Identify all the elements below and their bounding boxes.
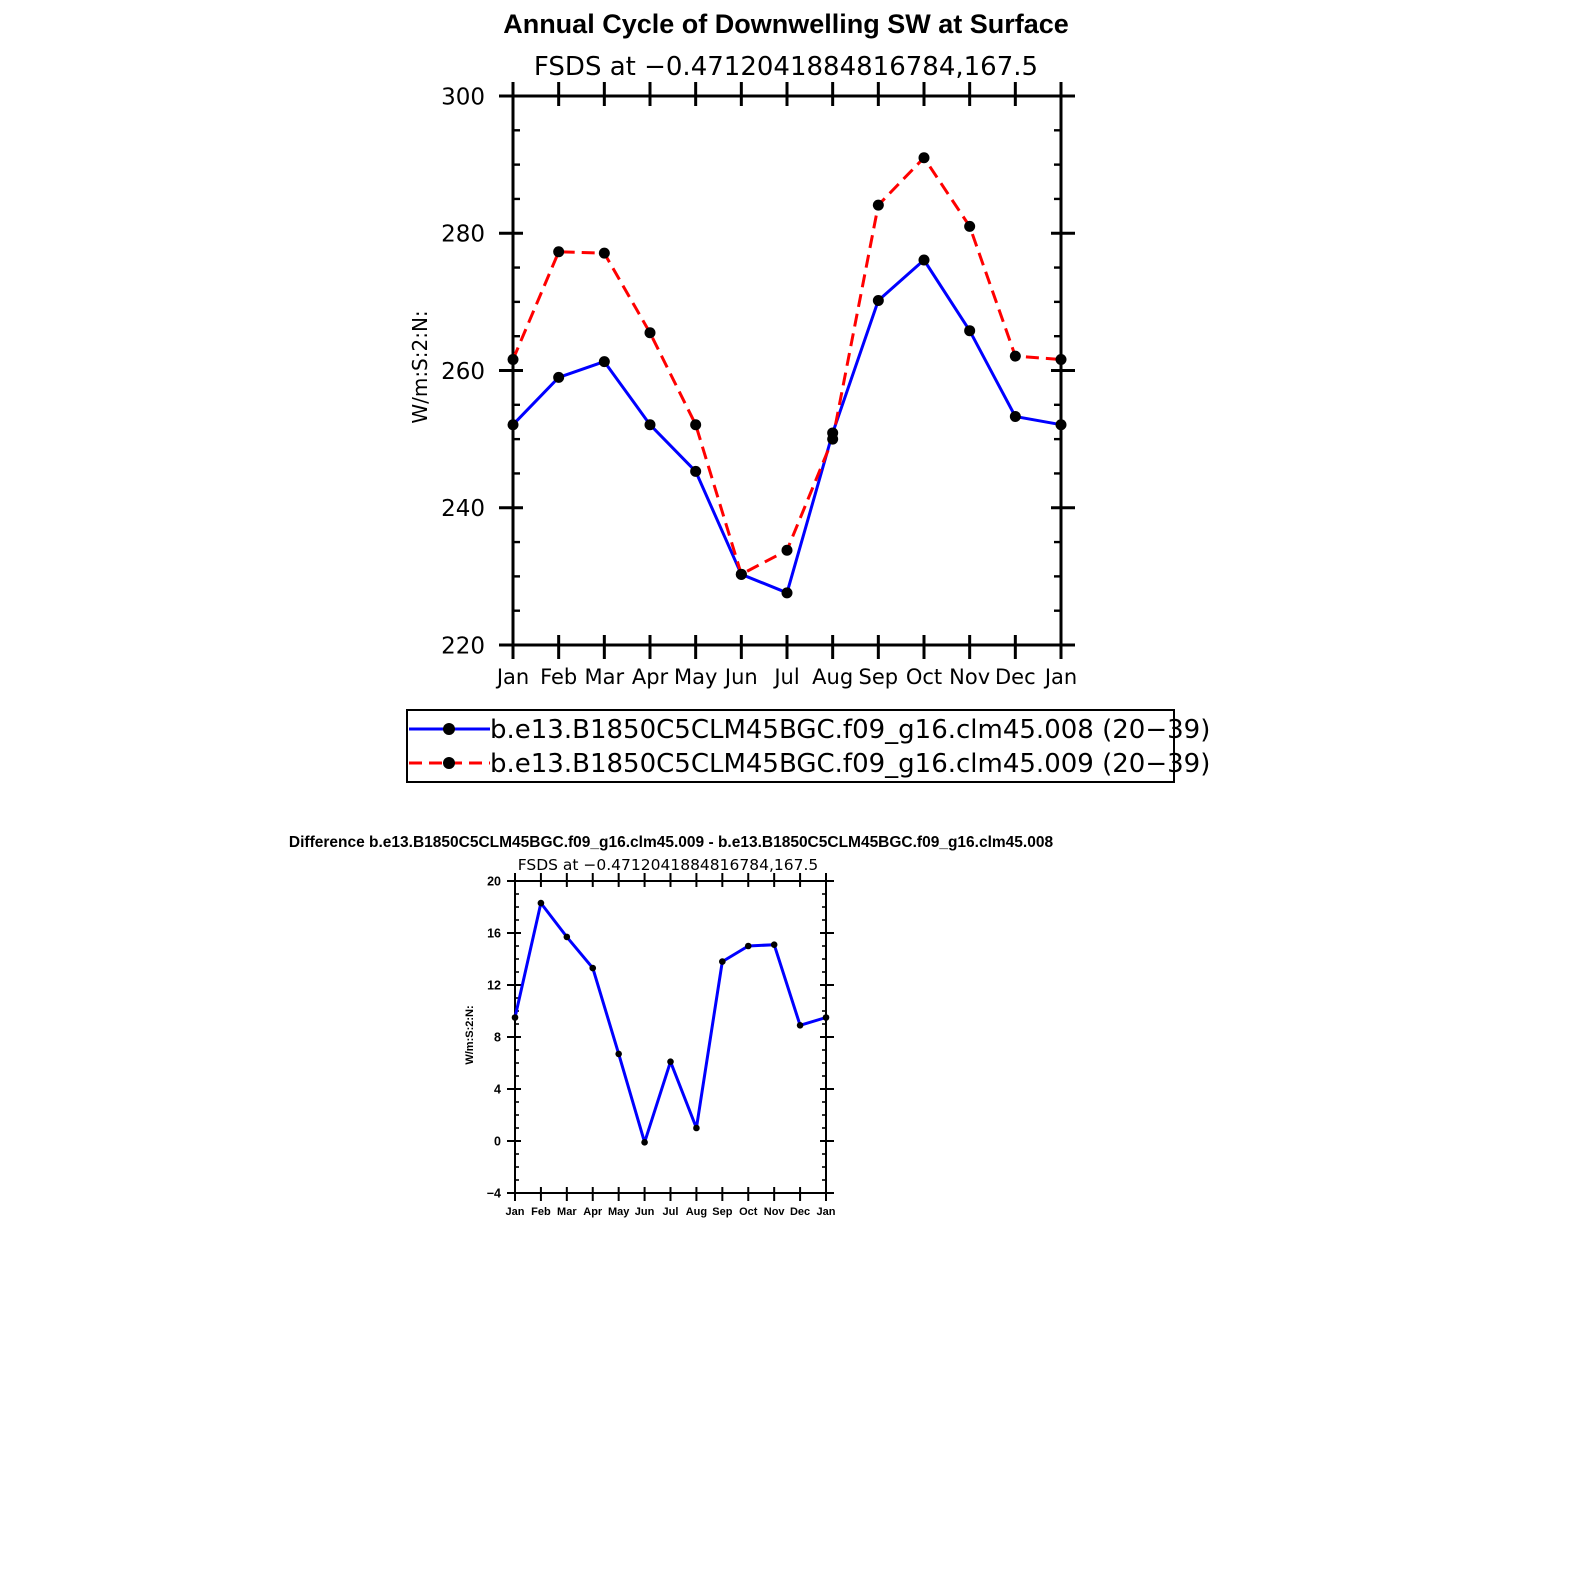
data-point: [589, 965, 596, 972]
x-tick-label: Dec: [995, 665, 1036, 689]
x-tick-label: Feb: [531, 1206, 551, 1218]
x-tick-label: May: [607, 1206, 630, 1218]
legend-label-2: b.e13.B1850C5CLM45BGC.f09_g16.clm45.009 (20−39): [490, 749, 1211, 779]
y-tick-label: 4: [494, 1082, 501, 1097]
data-point: [553, 246, 564, 257]
y-axis-label: W/m:S:2:N:: [408, 310, 432, 424]
x-tick-label: Jan: [496, 665, 530, 689]
plot-frame: [513, 96, 1061, 645]
data-point: [827, 434, 838, 445]
difference-chart-subtitle: FSDS at −0.4712041884816784,167.5: [517, 856, 819, 874]
data-point: [736, 569, 747, 580]
y-tick-label: 8: [494, 1030, 501, 1045]
data-point: [1056, 419, 1067, 430]
difference-series-group: [512, 900, 830, 1146]
difference-x-axis-ticks: [506, 873, 836, 1218]
data-point: [1056, 354, 1067, 365]
legend-marker: [443, 757, 455, 769]
data-point: [641, 1139, 648, 1146]
y-axis-ticks: [441, 84, 1075, 659]
x-tick-label: Jan: [505, 1206, 525, 1218]
data-point: [873, 295, 884, 306]
y-tick-label: 240: [441, 496, 485, 523]
y-tick-label: 20: [487, 874, 501, 889]
y-tick-label: 260: [441, 358, 485, 385]
difference-y-axis-ticks: [487, 875, 834, 1201]
data-point: [615, 1051, 622, 1058]
x-tick-label: Jul: [662, 1206, 679, 1218]
data-point: [508, 354, 519, 365]
x-tick-label: Dec: [789, 1206, 811, 1218]
x-tick-label: May: [673, 665, 718, 689]
x-tick-label: Jun: [634, 1206, 655, 1218]
data-point: [782, 545, 793, 556]
difference-chart: [289, 834, 1054, 1218]
data-point: [1010, 351, 1021, 362]
data-point: [873, 200, 884, 211]
series-line-1: [515, 903, 826, 1142]
data-point: [599, 248, 610, 259]
data-point: [964, 221, 975, 232]
difference-y-axis-label: W/m:S:2:N:: [464, 1005, 476, 1065]
y-tick-label: 0: [494, 1134, 501, 1149]
data-point: [564, 934, 571, 941]
y-tick-label: 16: [487, 926, 501, 941]
data-point: [553, 372, 564, 383]
data-point: [645, 419, 656, 430]
data-point: [719, 958, 726, 965]
x-tick-label: Aug: [685, 1206, 708, 1218]
y-tick-label: 220: [441, 633, 485, 660]
chart-subtitle: FSDS at −0.4712041884816784,167.5: [533, 52, 1039, 82]
y-tick-label: 280: [441, 221, 485, 248]
x-tick-label: Mar: [557, 1206, 577, 1218]
data-point: [667, 1058, 674, 1065]
difference-chart-title: Difference b.e13.B1850C5CLM45BGC.f09_g16.clm45.009 - b.e13.B1850C5CLM45BGC.f09_g16.clm45.008: [288, 834, 1054, 851]
x-tick-label: Nov: [763, 1206, 785, 1218]
series-group: [508, 152, 1067, 598]
x-tick-label: Jan: [816, 1206, 836, 1218]
x-tick-label: Sep: [858, 665, 899, 689]
x-tick-label: Nov: [949, 665, 991, 689]
y-tick-label: 12: [487, 978, 501, 993]
data-point: [919, 152, 930, 163]
x-tick-label: Jun: [724, 665, 758, 689]
x-tick-label: Oct: [739, 1206, 758, 1218]
data-point: [645, 327, 656, 338]
annual-cycle-chart: [408, 9, 1077, 689]
legend-marker: [443, 723, 455, 735]
data-point: [919, 255, 930, 266]
data-point: [690, 466, 701, 477]
x-tick-label: Feb: [540, 665, 578, 689]
series-line-1: [513, 260, 1061, 593]
legend-entry-2: [409, 749, 1210, 779]
data-point: [690, 419, 701, 430]
data-point: [782, 587, 793, 598]
legend: [407, 710, 1210, 782]
y-tick-label: 300: [441, 84, 485, 111]
data-point: [512, 1014, 519, 1021]
legend-label-1: b.e13.B1850C5CLM45BGC.f09_g16.clm45.008 (20−39): [490, 715, 1211, 745]
data-point: [823, 1014, 830, 1021]
data-point: [1010, 411, 1021, 422]
data-point: [538, 900, 545, 907]
data-point: [771, 941, 778, 948]
x-tick-label: Jul: [774, 665, 800, 689]
x-tick-label: Mar: [584, 665, 625, 689]
data-point: [693, 1125, 700, 1132]
chart-title: Annual Cycle of Downwelling SW at Surface: [503, 9, 1069, 39]
x-tick-label: Oct: [905, 665, 943, 689]
x-tick-label: Aug: [812, 665, 854, 689]
data-point: [599, 356, 610, 367]
x-tick-label: Jan: [1044, 665, 1078, 689]
data-point: [508, 419, 519, 430]
x-tick-label: Apr: [631, 665, 669, 689]
y-tick-label: −4: [486, 1186, 501, 1201]
legend-entry-1: [409, 715, 1210, 745]
x-tick-label: Apr: [583, 1206, 603, 1218]
data-point: [745, 943, 752, 950]
x-tick-label: Sep: [712, 1206, 733, 1218]
data-point: [797, 1022, 804, 1029]
data-point: [964, 325, 975, 336]
